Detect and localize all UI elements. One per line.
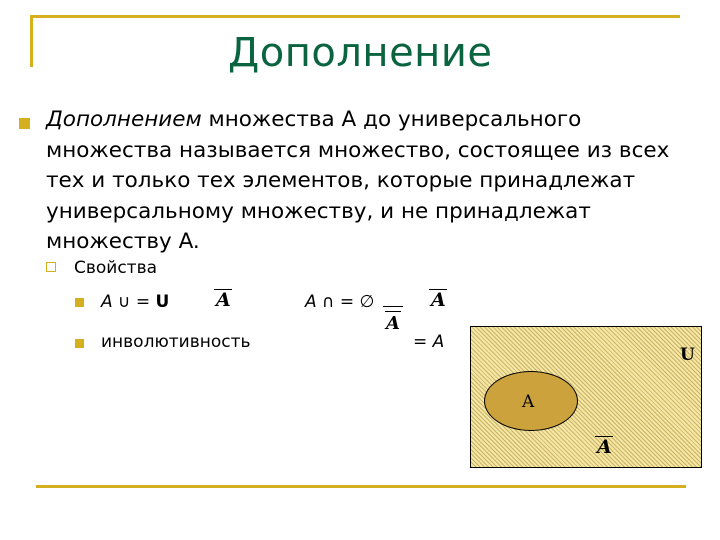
- left-rule: [30, 15, 33, 67]
- set-a-label: A: [522, 392, 535, 412]
- bottom-rule: [36, 485, 686, 488]
- slide-title: Дополнение: [228, 30, 493, 76]
- top-rule: [30, 15, 680, 18]
- properties-label: Свойства: [74, 258, 158, 278]
- bullet-square-icon: [75, 339, 84, 348]
- involution-label: инволютивность: [101, 332, 251, 352]
- complement-a-intersection: A: [431, 289, 446, 311]
- hollow-bullet-icon: [46, 262, 56, 272]
- double-complement-a: A: [386, 313, 400, 334]
- bullet-square-icon: [75, 298, 84, 307]
- definition-term: Дополнением: [46, 107, 202, 132]
- double-complement-bar-inner: [385, 311, 401, 312]
- universe-label: U: [680, 345, 695, 365]
- definition-text: множества A до универсального множества называется множество, состоящее из всех тех и только тех элементов, которые принадлежат универсальному множеству, и не принадлежат множеству A.: [46, 107, 670, 254]
- complement-region-label: A: [597, 436, 612, 458]
- bullet-square-icon: [19, 118, 30, 129]
- complement-a-union: A: [216, 289, 231, 311]
- property-union: A ∪ = U: [101, 292, 170, 312]
- involution-result: = A: [413, 332, 445, 352]
- property-intersection: A ∩ = ∅: [305, 292, 375, 312]
- definition-paragraph: [46, 105, 706, 258]
- double-complement-bar-outer: [383, 306, 403, 307]
